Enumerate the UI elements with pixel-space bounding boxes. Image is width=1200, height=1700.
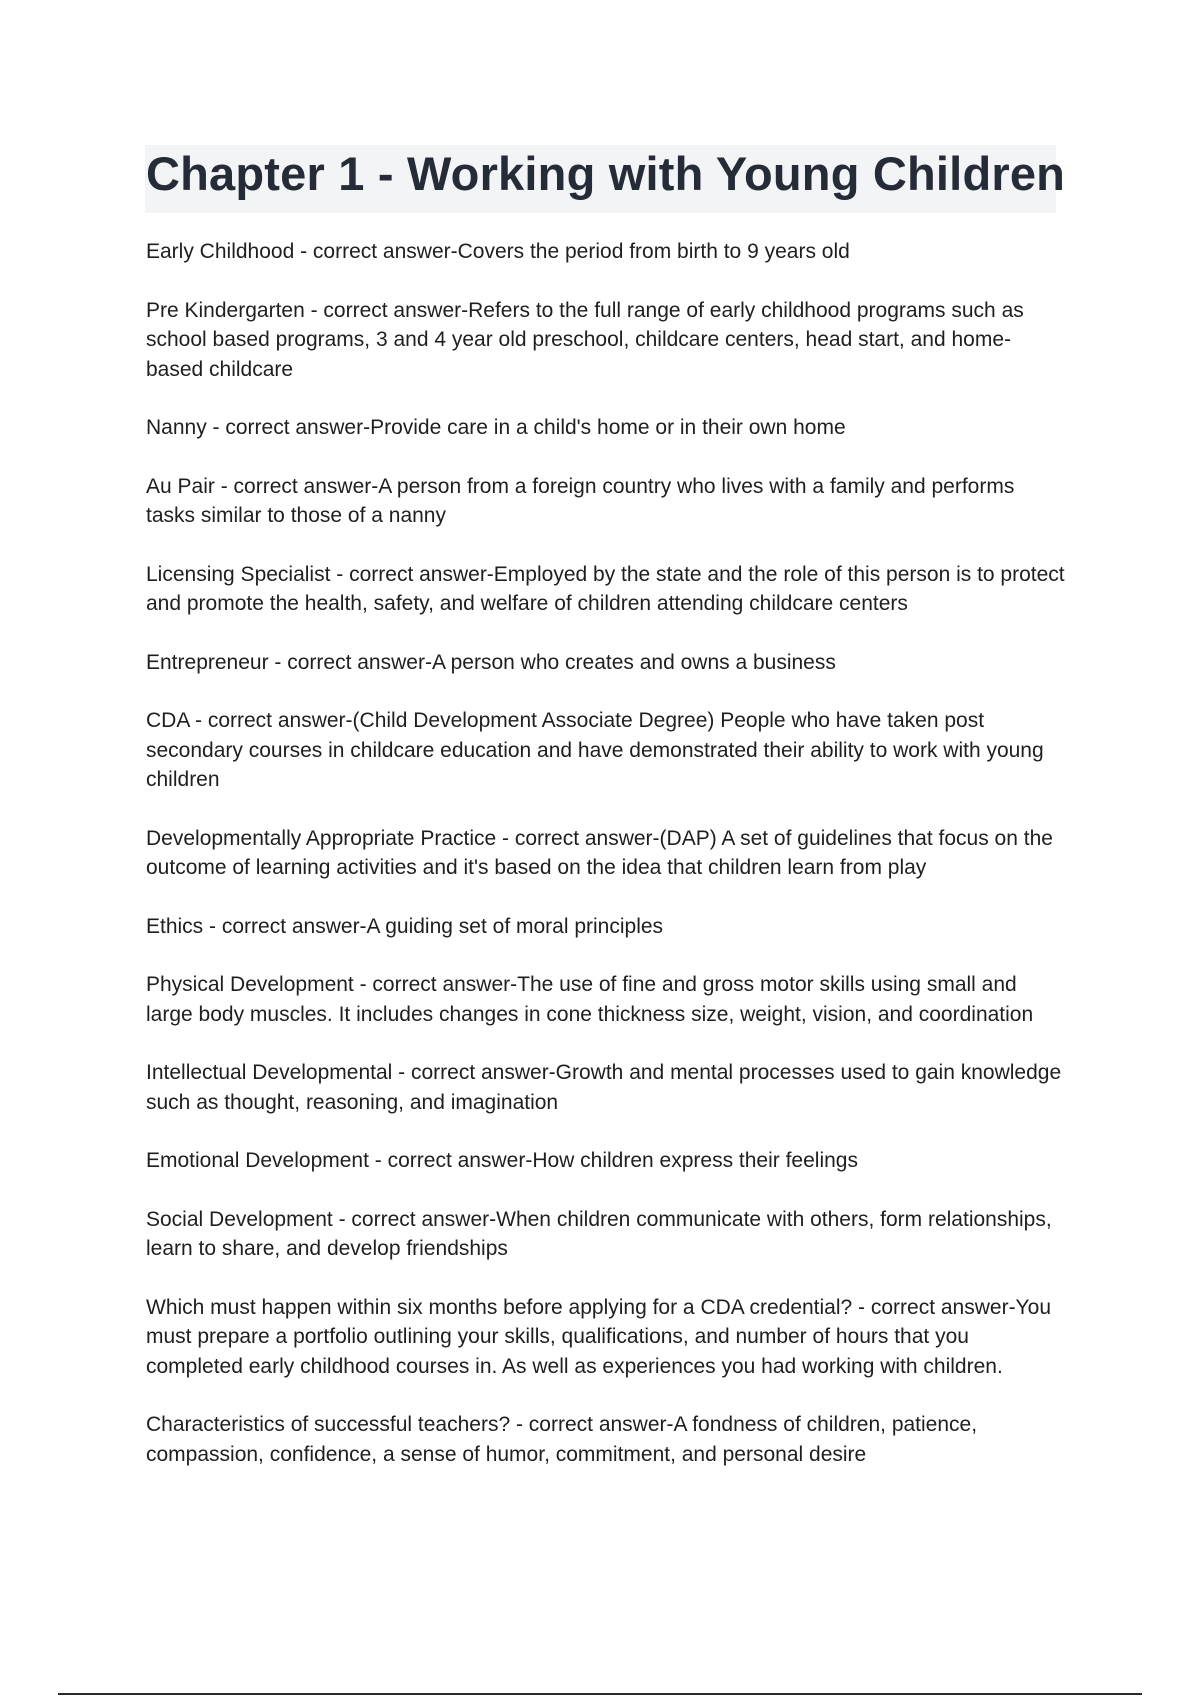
flashcard-list <box>146 237 1066 1498</box>
flashcard-entry: Early Childhood - correct answer-Covers the period from birth to 9 years old <box>146 240 850 263</box>
page-title: Chapter 1 - Working with Young Children <box>146 147 1066 200</box>
flashcard-entry: Which must happen within six months before applying for a CDA credential? - correct answer-You must prepare a portfolio outlining your skills, qualifications, and number of hours that you completed early childhood courses in. As well as experiences you had working with children. <box>146 1295 1051 1378</box>
flashcard-entry: Entrepreneur - correct answer-A person who creates and owns a business <box>146 650 836 674</box>
flashcard-entry: Social Development - correct answer-When children communicate with others, form relationships, learn to share, and develop friendships <box>146 1207 1052 1260</box>
flashcard-entry: Au Pair - correct answer-A person from a foreign country who lives with a family and performs tasks similar to those of a nanny <box>146 474 1015 527</box>
flashcard-entry: Pre Kindergarten - correct answer-Refers to the full range of early childhood programs such as school based programs, 3 and 4 year old preschool, childcare centers, head start, and home-based childcare <box>146 298 1024 381</box>
flashcard-entry: Licensing Specialist - correct answer-Employed by the state and the role of this person is to protect and promote the health, safety, and welfare of children attending childcare centers <box>146 562 1065 615</box>
flashcard-entry: Characteristics of successful teachers? - correct answer-A fondness of children, patience, compassion, confidence, a sense of humor, commitment, and personal desire <box>146 1413 978 1466</box>
flashcard-entry: Physical Development - correct answer-The use of fine and gross motor skills using small and large body muscles. It includes changes in cone thickness size, weight, vision, and coordination <box>146 973 1034 1026</box>
footer-divider <box>58 1693 1142 1695</box>
flashcard-entry: Nanny - correct answer-Provide care in a child's home or in their own home <box>146 416 846 439</box>
flashcard-entry: Intellectual Developmental - correct answer-Growth and mental processes used to gain knowledge such as thought, reasoning, and imagination <box>146 1061 1062 1114</box>
flashcard-entry: CDA - correct answer-(Child Development Associate Degree) People who have taken post secondary courses in childcare education and have demonstrated their ability to work with young children <box>146 709 1044 791</box>
flashcard-entry: Ethics - correct answer-A guiding set of moral principles <box>146 914 664 938</box>
flashcard-entry: Emotional Development - correct answer-How children express their feelings <box>146 1149 858 1172</box>
flashcard-entry: Developmentally Appropriate Practice - correct answer-(DAP) A set of guidelines that focus on the outcome of learning activities and it's based on the idea that children learn from play <box>146 826 1053 879</box>
